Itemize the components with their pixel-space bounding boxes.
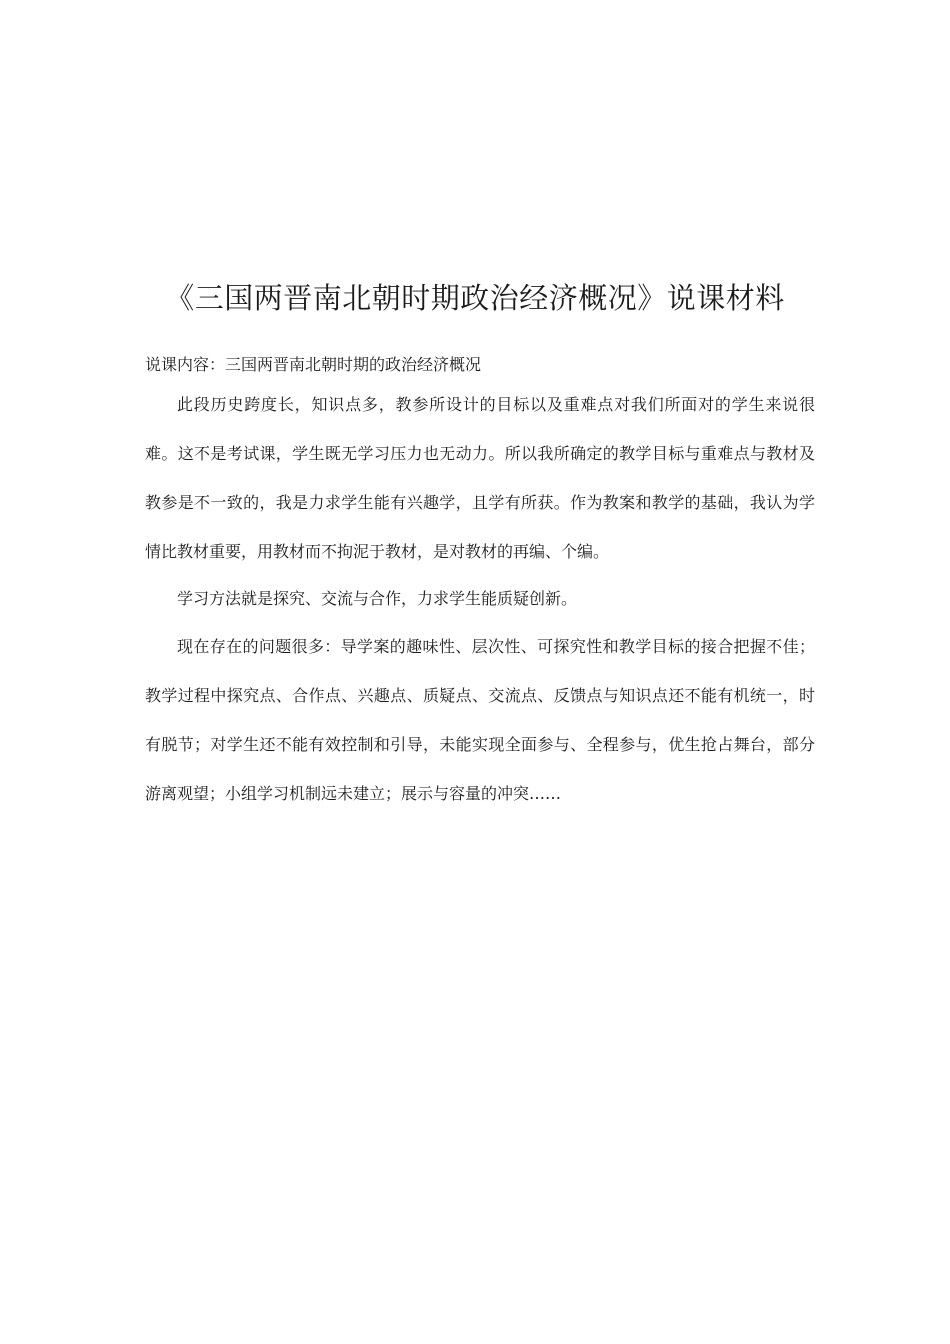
- paragraph-learning-method: 学习方法就是探究、交流与合作，力求学生能质疑创新。: [177, 589, 578, 608]
- document-body: [145, 352, 815, 818]
- paragraph-overview: 此段历史跨度长，知识点多，教参所设计的目标以及重难点对我们所面对的学生来说很难。这不是考试课，学生既无学习压力也无动力。所以我所确定的教学目标与重难点与教材及教参是不一致的，我是力求学生能有兴趣学，且学有所获。作为教案和教学的基础，我认为学情比教材重要，用教材而不拘泥于教材，是对教材的再编、个编。: [145, 395, 815, 561]
- paragraph-problems: 现在存在的问题很多：导学案的趣味性、层次性、可探究性和教学目标的接合把握不佳；教学过程中探究点、合作点、兴趣点、质疑点、交流点、反馈点与知识点还不能有机统一，时有脱节；对学生还不能有效控制和引导，未能实现全面参与、全程参与，优生抢占舞台，部分游离观望；小组学习机制远未建立；展示与容量的冲突……: [145, 637, 815, 803]
- subject-line: 说课内容：三国两晋南北朝时期的政治经济概况: [145, 355, 482, 374]
- document-title: 《三国两晋南北朝时期政治经济概况》说课材料: [165, 281, 785, 315]
